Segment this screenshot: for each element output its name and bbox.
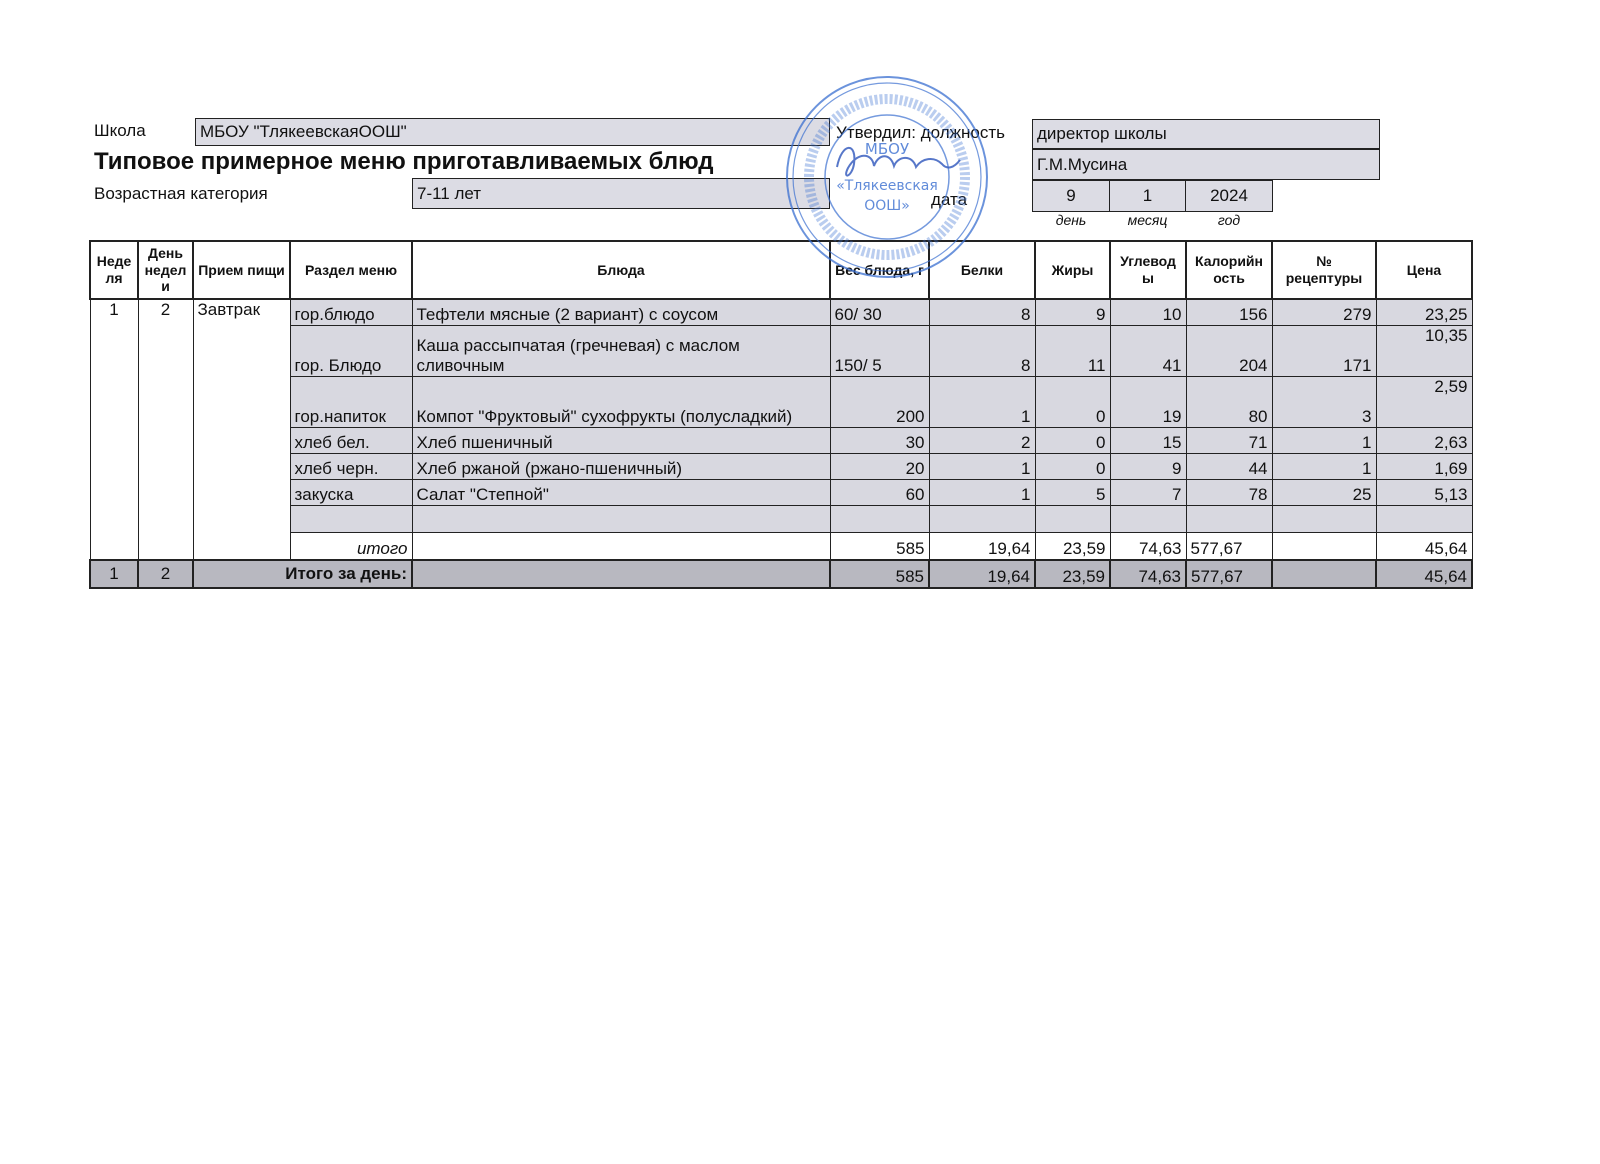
- kcal-cell: 204: [1186, 326, 1272, 377]
- day-total-day: 2: [138, 560, 193, 588]
- weight-cell: 150/ 5: [830, 326, 929, 377]
- stamp-text-mid: «Тлякеевская: [836, 178, 938, 194]
- day-total-carbs: 74,63: [1110, 560, 1186, 588]
- weight-cell: 60/ 30: [830, 299, 929, 326]
- carbs-cell: 19: [1110, 377, 1186, 428]
- price-cell: 23,25: [1376, 299, 1472, 326]
- table-row: [90, 299, 1472, 326]
- carbs-cell: 15: [1110, 428, 1186, 454]
- col-day: День недел и: [138, 241, 193, 299]
- empty-cell: [1272, 506, 1376, 533]
- dish-cell: Салат "Степной": [412, 480, 830, 506]
- stamp-text-bot: ООШ»: [864, 198, 910, 214]
- recipe-cell: 279: [1272, 299, 1376, 326]
- date-day-field: 9: [1032, 180, 1110, 212]
- carbs-cell: 10: [1110, 299, 1186, 326]
- empty-cell: [412, 560, 830, 588]
- date-year-field: 2024: [1185, 180, 1273, 212]
- col-carbs: Углевод ы: [1110, 241, 1186, 299]
- carbs-cell: 41: [1110, 326, 1186, 377]
- col-recipe: № рецептуры: [1272, 241, 1376, 299]
- carbs-cell: 9: [1110, 454, 1186, 480]
- day-cell: 2: [138, 299, 193, 560]
- table-row: [90, 377, 1472, 428]
- fat-cell: 5: [1035, 480, 1110, 506]
- empty-cell: [929, 506, 1035, 533]
- dish-cell: Хлеб ржаной (ржано-пшеничный): [412, 454, 830, 480]
- protein-cell: 2: [929, 428, 1035, 454]
- section-cell: гор.напиток: [290, 377, 412, 428]
- empty-cell: [412, 506, 830, 533]
- col-weight: Вес блюда, г: [830, 241, 929, 299]
- weight-cell: 200: [830, 377, 929, 428]
- empty-cell: [1110, 506, 1186, 533]
- fat-cell: 0: [1035, 454, 1110, 480]
- school-label: Школа: [94, 121, 146, 140]
- section-cell: закуска: [290, 480, 412, 506]
- kcal-cell: 78: [1186, 480, 1272, 506]
- kcal-cell: 80: [1186, 377, 1272, 428]
- price-cell: 2,63: [1376, 428, 1472, 454]
- empty-cell: [1272, 560, 1376, 588]
- year-caption: год: [1217, 212, 1241, 228]
- subtotal-protein: 19,64: [929, 533, 1035, 561]
- stamp-text-top: МБОУ: [864, 140, 910, 158]
- fat-cell: 0: [1035, 428, 1110, 454]
- subtotal-weight: 585: [830, 533, 929, 561]
- recipe-cell: 171: [1272, 326, 1376, 377]
- school-name-field: МБОУ "ТлякеевскаяООШ": [195, 118, 830, 146]
- weight-cell: 30: [830, 428, 929, 454]
- kcal-cell: 44: [1186, 454, 1272, 480]
- table-row: [90, 454, 1472, 480]
- day-total-fat: 23,59: [1035, 560, 1110, 588]
- approved-label: Утвердил: должность: [836, 123, 1006, 142]
- day-total-row: [90, 560, 1472, 588]
- dish-cell: Тефтели мясные (2 вариант) с соусом: [412, 299, 830, 326]
- subtotal-price: 45,64: [1376, 533, 1472, 561]
- section-cell: хлеб бел.: [290, 428, 412, 454]
- day-total-kcal: 577,67: [1186, 560, 1272, 588]
- fat-cell: 0: [1035, 377, 1110, 428]
- empty-cell: [1272, 533, 1376, 561]
- subtotal-carbs: 74,63: [1110, 533, 1186, 561]
- table-row: [90, 326, 1472, 377]
- dish-cell: Компот "Фруктовый" сухофрукты (полусладкий): [412, 377, 830, 428]
- col-section: Раздел меню: [290, 241, 412, 299]
- subtotal-label: итого: [290, 533, 412, 561]
- kcal-cell: 156: [1186, 299, 1272, 326]
- date-month-field: 1: [1109, 180, 1186, 212]
- subtotal-fat: 23,59: [1035, 533, 1110, 561]
- day-total-label: Итого за день:: [193, 560, 412, 588]
- protein-cell: 8: [929, 326, 1035, 377]
- fat-cell: 11: [1035, 326, 1110, 377]
- col-week: Неде ля: [90, 241, 138, 299]
- col-kcal: Калорийн ость: [1186, 241, 1272, 299]
- empty-cell: [412, 533, 830, 561]
- price-cell: 10,35: [1376, 326, 1472, 377]
- empty-row: [90, 506, 1472, 533]
- dish-cell: Каша рассыпчатая (гречневая) с маслом сливочным: [412, 326, 830, 377]
- section-cell: гор.блюдо: [290, 299, 412, 326]
- protein-cell: 1: [929, 454, 1035, 480]
- subtotal-kcal: 577,67: [1186, 533, 1272, 561]
- day-total-week: 1: [90, 560, 138, 588]
- col-meal: Прием пищи: [193, 241, 290, 299]
- protein-cell: 8: [929, 299, 1035, 326]
- day-total-protein: 19,64: [929, 560, 1035, 588]
- dish-cell: Хлеб пшеничный: [412, 428, 830, 454]
- page-title: Типовое примерное меню приготавливаемых блюд: [94, 148, 714, 175]
- protein-cell: 1: [929, 377, 1035, 428]
- empty-cell: [1035, 506, 1110, 533]
- date-label: дата: [931, 190, 968, 209]
- age-category-field: 7-11 лет: [412, 178, 830, 209]
- col-dish: Блюда: [412, 241, 830, 299]
- col-price: Цена: [1376, 241, 1472, 299]
- recipe-cell: 3: [1272, 377, 1376, 428]
- col-fat: Жиры: [1035, 241, 1110, 299]
- signatory-field: Г.М.Мусина: [1032, 149, 1380, 180]
- price-cell: 5,13: [1376, 480, 1472, 506]
- empty-cell: [1376, 506, 1472, 533]
- table-header-row: [90, 241, 1472, 299]
- price-cell: 1,69: [1376, 454, 1472, 480]
- empty-cell: [830, 506, 929, 533]
- kcal-cell: 71: [1186, 428, 1272, 454]
- recipe-cell: 1: [1272, 454, 1376, 480]
- weight-cell: 60: [830, 480, 929, 506]
- weight-cell: 20: [830, 454, 929, 480]
- meal-cell: Завтрак: [193, 299, 290, 560]
- position-field: директор школы: [1032, 119, 1380, 149]
- table-row: [90, 480, 1472, 506]
- price-cell: 2,59: [1376, 377, 1472, 428]
- recipe-cell: 25: [1272, 480, 1376, 506]
- table-row: [90, 428, 1472, 454]
- empty-cell: [290, 506, 412, 533]
- carbs-cell: 7: [1110, 480, 1186, 506]
- section-cell: гор. Блюдо: [290, 326, 412, 377]
- day-total-weight: 585: [830, 560, 929, 588]
- subtotal-row: [90, 533, 1472, 561]
- section-cell: хлеб черн.: [290, 454, 412, 480]
- menu-table: [89, 240, 1473, 589]
- fat-cell: 9: [1035, 299, 1110, 326]
- col-protein: Белки: [929, 241, 1035, 299]
- week-cell: 1: [90, 299, 138, 560]
- protein-cell: 1: [929, 480, 1035, 506]
- day-caption: день: [1055, 212, 1087, 228]
- day-total-price: 45,64: [1376, 560, 1472, 588]
- empty-cell: [1186, 506, 1272, 533]
- age-category-label: Возрастная категория: [94, 184, 268, 203]
- month-caption: месяц: [1127, 212, 1168, 228]
- recipe-cell: 1: [1272, 428, 1376, 454]
